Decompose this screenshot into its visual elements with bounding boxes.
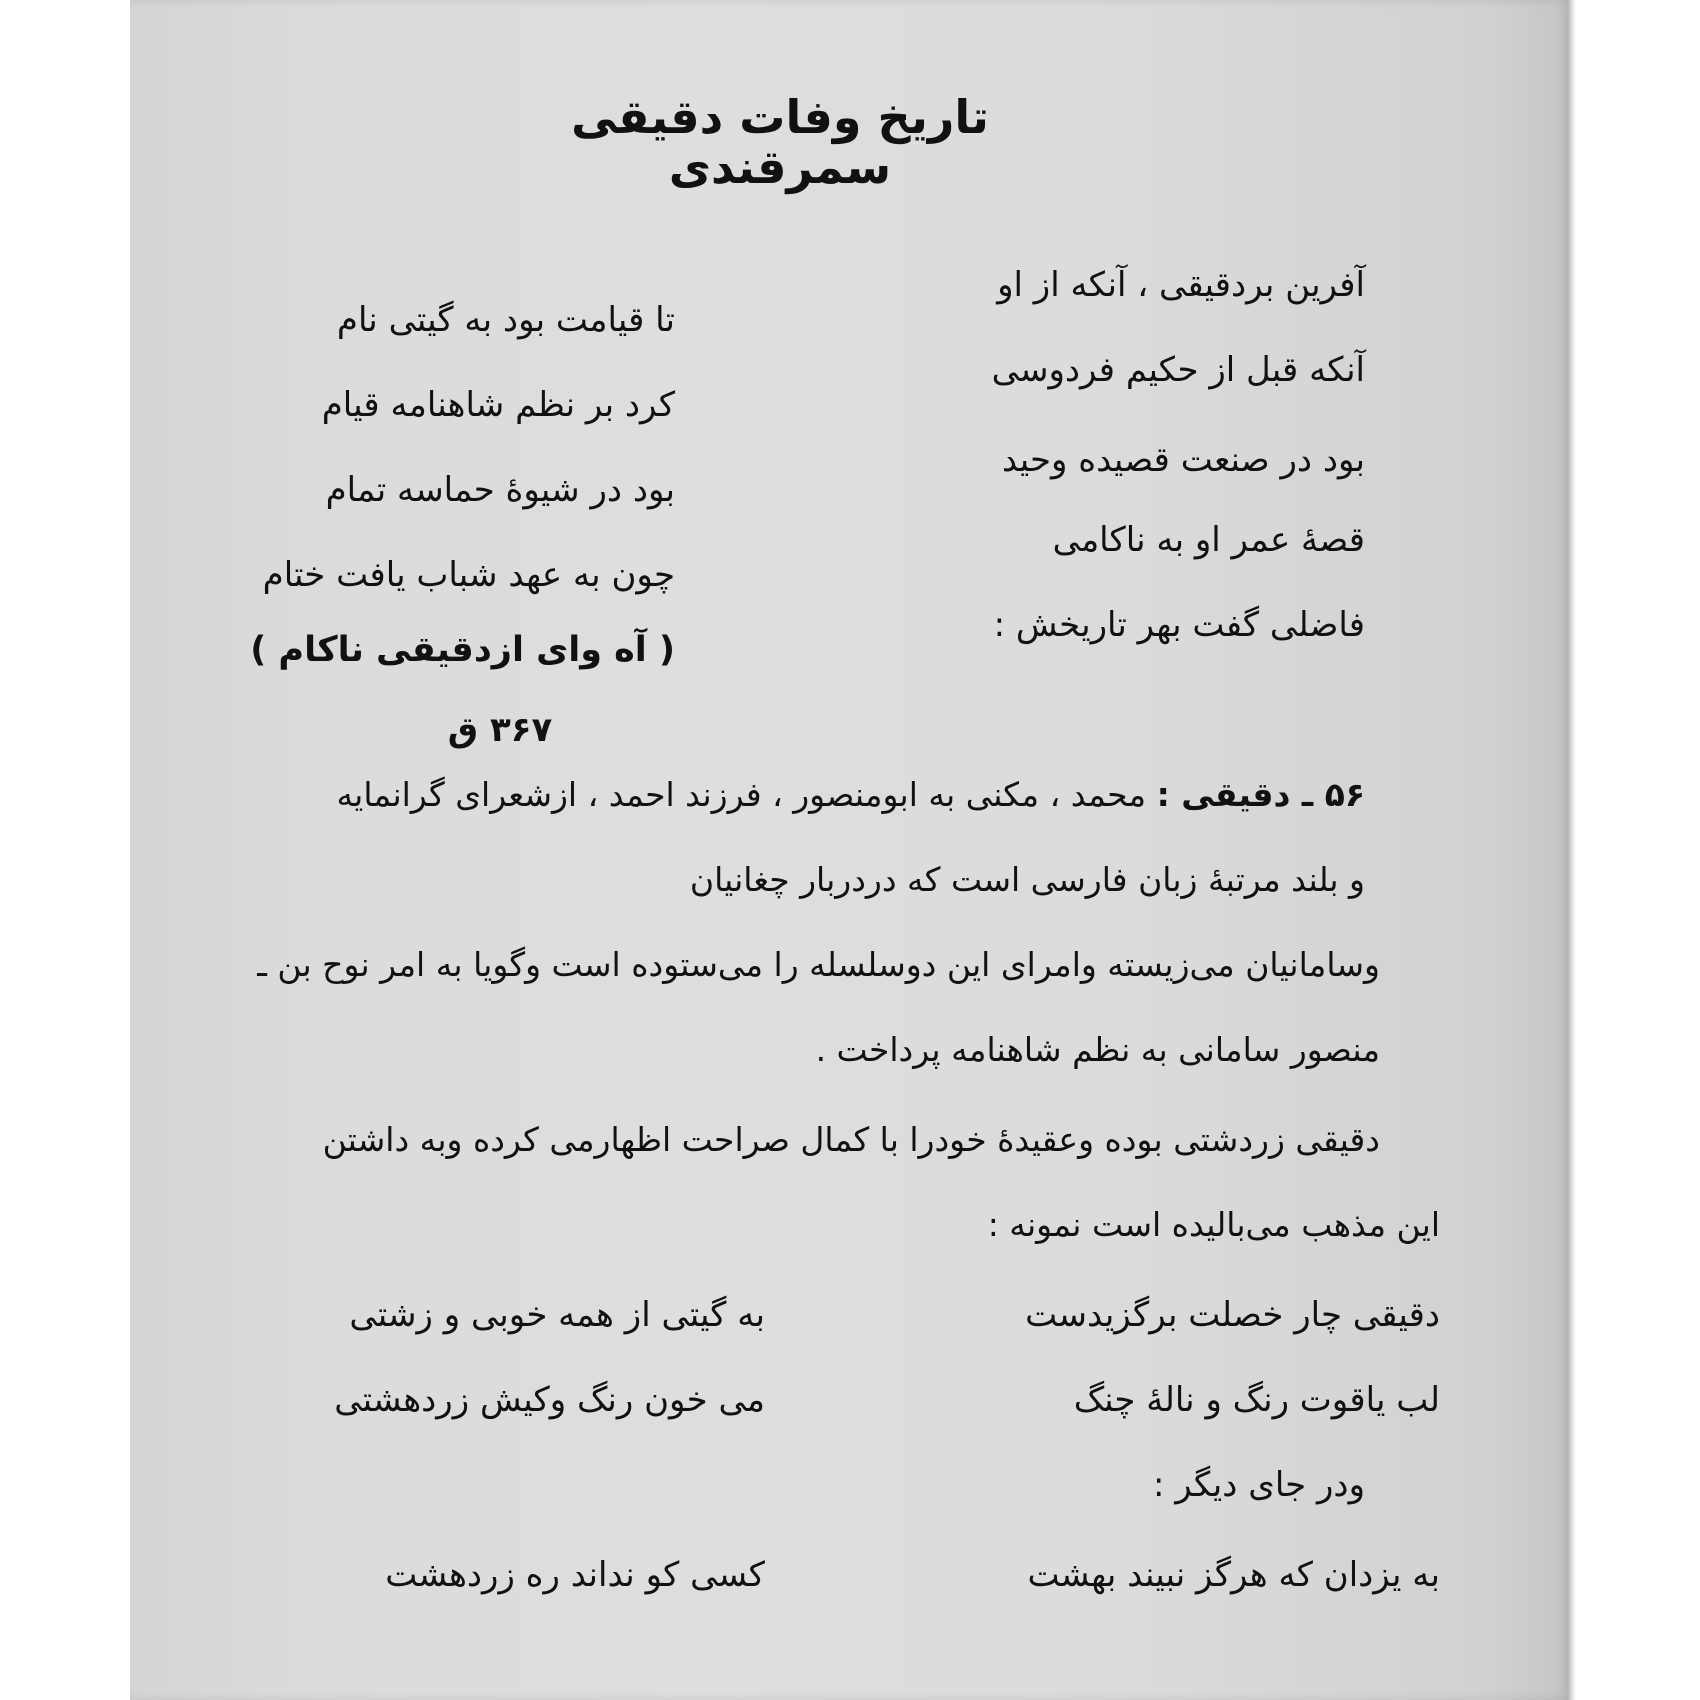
- year-label: ۳۶۷ ق: [447, 710, 553, 750]
- page-title-line-1: تاریخ وفات دقیقی: [571, 90, 989, 144]
- poem1-left-line-1: تا قیامت بود به گیتی نام: [336, 300, 675, 340]
- poem2-last-left: کسی کو نداند ره زردهشت: [385, 1555, 765, 1595]
- poem1-left-line-2: کرد بر نظم شاهنامه قیام: [321, 385, 675, 425]
- entry-line-4: منصور سامانی به نظم شاهنامه پرداخت .: [815, 1030, 1380, 1069]
- poem1-right-line-3: بود در صنعت قصیده وحید: [1001, 440, 1365, 480]
- poem2-last-right: به یزدان که هرگز نبیند بهشت: [1027, 1555, 1440, 1595]
- poem1-right-line-2: آنکه قبل از حکیم فردوسی: [991, 350, 1365, 390]
- poem2-row2-left: می خون رنگ وکیش زردهشتی: [334, 1380, 765, 1420]
- para2-line-1: دقیقی زردشتی بوده وعقیدهٔ خودرا با کمال صراحت اظهارمی کرده وبه داشتن: [322, 1120, 1380, 1159]
- entry-text-1: محمد ، مکنی به ابومنصور ، فرزند احمد ، ازشعرای گرانمایه: [336, 775, 1147, 814]
- poem1-right-line-4: قصهٔ عمر او به ناکامی: [1052, 520, 1365, 560]
- poem2-row1-right: دقیقی چار خصلت برگزیدست: [1025, 1295, 1440, 1335]
- page-edge: [1568, 0, 1576, 1700]
- poem1-left-line-3: بود در شیوهٔ حماسه تمام: [325, 470, 675, 510]
- entry-line-2: و بلند مرتبهٔ زبان فارسی است که دردربار چغانیان: [689, 860, 1365, 899]
- entry-number: ۵۶ ـ دقیقی :: [1156, 775, 1365, 814]
- para2-line-2: این مذهب می‌بالیده است نمونه :: [987, 1205, 1440, 1244]
- entry-line-1: [225, 775, 1365, 814]
- poem2-row1-left: به گیتی از همه خوبی و زشتی: [349, 1295, 765, 1335]
- poem1-right-line-1: آفرین بردقیقی ، آنکه از او: [997, 265, 1365, 305]
- poem2-interlude: ودر جای دیگر :: [1153, 1465, 1365, 1505]
- book-page: [130, 0, 1570, 1700]
- poem2-row2-right: لب یاقوت رنگ و نالهٔ چنگ: [1073, 1380, 1440, 1420]
- poem1-right-line-5: فاضلی گفت بهر تاریخش :: [993, 605, 1365, 645]
- poem1-left-line-4: چون به عهد شباب یافت ختام: [262, 555, 675, 595]
- entry-line-3: وسامانیان می‌زیسته وامرای این دوسلسله را می‌ستوده است وگویا به امر نوح بن ـ: [257, 945, 1380, 984]
- page-title-line-2: سمرقندی: [668, 140, 892, 194]
- poem1-chronogram: ( آه وای ازدقیقی ناکام ): [250, 630, 675, 670]
